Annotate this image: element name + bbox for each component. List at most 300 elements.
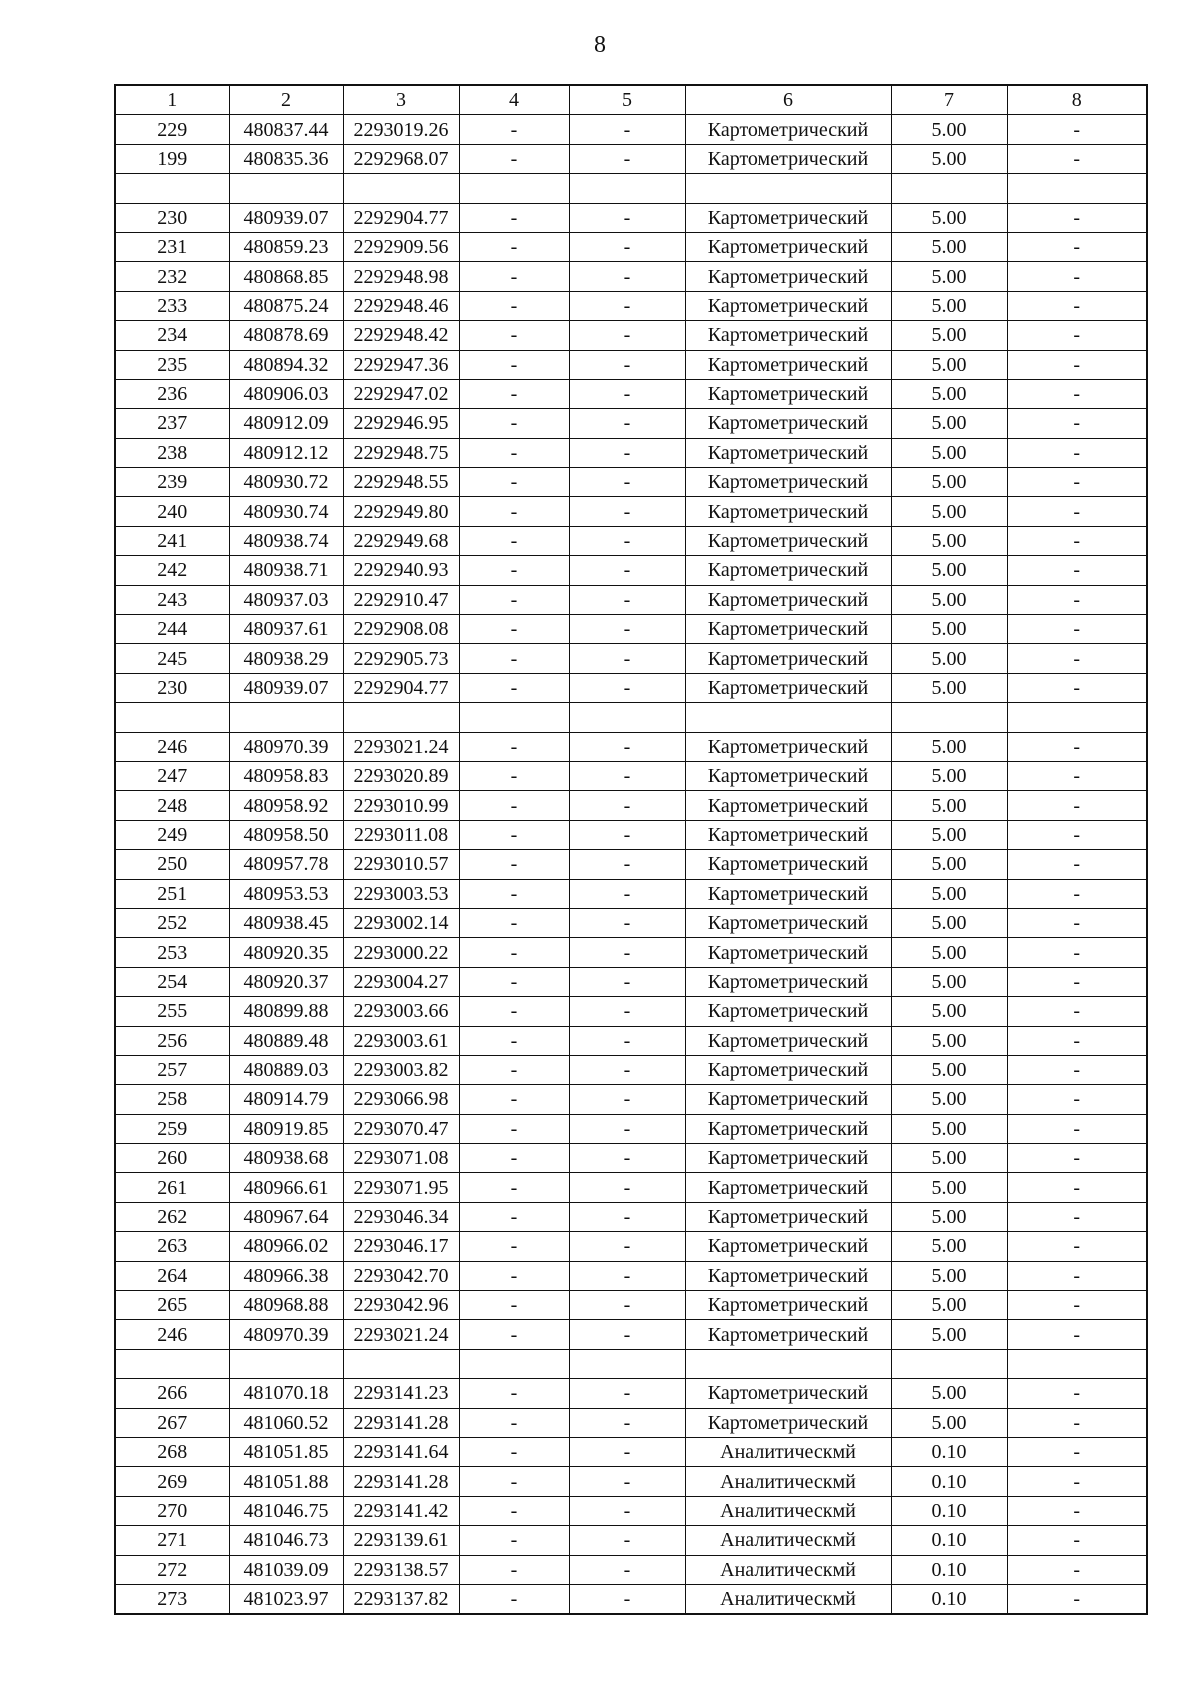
table-cell-col-7: [891, 1349, 1007, 1378]
table-cell-col-2: 480919.85: [229, 1114, 343, 1143]
table-cell-col-7: 5.00: [891, 144, 1007, 173]
table-cell-col-6: Картометрический: [685, 644, 891, 673]
table-cell-col-7: 5.00: [891, 291, 1007, 320]
table-cell-col-6: Аналитическмй: [685, 1526, 891, 1555]
table-cell-col-2: 481070.18: [229, 1379, 343, 1408]
table-cell-col-7: 0.10: [891, 1496, 1007, 1525]
table-cell-col-3: 2293003.66: [343, 997, 459, 1026]
table-cell-col-1: 271: [115, 1526, 229, 1555]
table-cell-col-6: Картометрический: [685, 1408, 891, 1437]
table-cell-col-7: 5.00: [891, 409, 1007, 438]
table-cell-col-3: 2292947.02: [343, 379, 459, 408]
table-cell-col-5: -: [569, 1144, 685, 1173]
table-row: [115, 203, 1147, 232]
table-cell-col-8: -: [1007, 1232, 1147, 1261]
table-cell-col-4: -: [459, 1408, 569, 1437]
table-cell-col-2: 480967.64: [229, 1202, 343, 1231]
table-cell-col-5: -: [569, 232, 685, 261]
table-cell-col-1: 231: [115, 232, 229, 261]
table-cell-col-3: 2292949.68: [343, 526, 459, 555]
table-row: [115, 438, 1147, 467]
table-cell-col-1: 238: [115, 438, 229, 467]
table-cell-col-1: 261: [115, 1173, 229, 1202]
table-cell-col-2: 481046.73: [229, 1526, 343, 1555]
table-row: [115, 761, 1147, 790]
table-row: [115, 850, 1147, 879]
table-cell-col-7: 5.00: [891, 115, 1007, 144]
table-cell-col-1: 244: [115, 615, 229, 644]
table-cell-col-2: 480889.48: [229, 1026, 343, 1055]
table-cell-col-2: 480966.38: [229, 1261, 343, 1290]
table-cell-col-6: Картометрический: [685, 232, 891, 261]
table-cell-col-5: -: [569, 1202, 685, 1231]
table-cell-col-5: -: [569, 497, 685, 526]
table-cell-col-2: 480957.78: [229, 850, 343, 879]
table-cell-col-1: 265: [115, 1291, 229, 1320]
table-cell-col-2: 480937.03: [229, 585, 343, 614]
table-cell-col-3: 2293070.47: [343, 1114, 459, 1143]
table-cell-col-6: Картометрический: [685, 585, 891, 614]
table-cell-col-5: -: [569, 1496, 685, 1525]
table-cell-col-1: 262: [115, 1202, 229, 1231]
table-row: [115, 1437, 1147, 1466]
table-cell-col-7: 5.00: [891, 820, 1007, 849]
table-cell-col-4: -: [459, 1496, 569, 1525]
table-row: [115, 585, 1147, 614]
table-cell-col-2: [229, 1349, 343, 1378]
table-cell-col-3: 2292948.55: [343, 468, 459, 497]
table-cell-col-5: -: [569, 879, 685, 908]
table-cell-col-3: 2292968.07: [343, 144, 459, 173]
table-cell-col-4: -: [459, 232, 569, 261]
table-cell-col-4: -: [459, 1085, 569, 1114]
table-row: [115, 908, 1147, 937]
table-row: [115, 1408, 1147, 1437]
table-cell-col-7: 5.00: [891, 379, 1007, 408]
table-cell-col-4: -: [459, 850, 569, 879]
table-cell-col-2: 480859.23: [229, 232, 343, 261]
table-cell-col-7: 5.00: [891, 1320, 1007, 1349]
table-cell-col-8: -: [1007, 556, 1147, 585]
table-cell-col-6: [685, 174, 891, 203]
table-cell-col-2: 480912.09: [229, 409, 343, 438]
table-cell-col-6: Аналитическмй: [685, 1467, 891, 1496]
table-cell-col-8: -: [1007, 1526, 1147, 1555]
table-cell-col-6: Картометрический: [685, 350, 891, 379]
table-cell-col-1: 251: [115, 879, 229, 908]
table-cell-col-8: -: [1007, 997, 1147, 1026]
table-cell-col-6: Картометрический: [685, 497, 891, 526]
table-cell-col-8: [1007, 1349, 1147, 1378]
table-cell-col-5: -: [569, 1379, 685, 1408]
table-cell-col-8: -: [1007, 585, 1147, 614]
table-cell-col-3: 2293021.24: [343, 1320, 459, 1349]
table-cell-col-5: -: [569, 1320, 685, 1349]
table-cell-col-1: 260: [115, 1144, 229, 1173]
table-cell-col-6: Картометрический: [685, 938, 891, 967]
table-cell-col-5: -: [569, 1467, 685, 1496]
table-row: [115, 791, 1147, 820]
table-cell-col-6: Картометрический: [685, 673, 891, 702]
table-cell-col-6: Картометрический: [685, 438, 891, 467]
table-cell-col-1: 268: [115, 1437, 229, 1466]
table-cell-col-2: 480953.53: [229, 879, 343, 908]
table-cell-col-3: 2292948.46: [343, 291, 459, 320]
table-row: [115, 1261, 1147, 1290]
table-cell-col-5: -: [569, 1026, 685, 1055]
table-cell-col-1: 242: [115, 556, 229, 585]
table-cell-col-3: 2292905.73: [343, 644, 459, 673]
table-cell-col-4: -: [459, 908, 569, 937]
table-cell-col-5: -: [569, 556, 685, 585]
table-cell-col-3: 2293137.82: [343, 1584, 459, 1614]
table-cell-col-4: -: [459, 291, 569, 320]
table-cell-col-3: 2293141.64: [343, 1437, 459, 1466]
table-cell-col-6: Картометрический: [685, 615, 891, 644]
table-cell-col-4: -: [459, 997, 569, 1026]
table-cell-col-3: 2292948.42: [343, 321, 459, 350]
table-cell-col-8: -: [1007, 938, 1147, 967]
table-cell-col-7: 5.00: [891, 908, 1007, 937]
table-cell-col-2: 480875.24: [229, 291, 343, 320]
table-cell-col-5: -: [569, 850, 685, 879]
table-cell-col-7: 5.00: [891, 203, 1007, 232]
table-cell-col-4: -: [459, 1467, 569, 1496]
table-row: [115, 1526, 1147, 1555]
table-cell-col-5: [569, 1349, 685, 1378]
table-cell-col-3: 2293141.42: [343, 1496, 459, 1525]
table-cell-col-2: 480920.35: [229, 938, 343, 967]
table-cell-col-2: 480938.68: [229, 1144, 343, 1173]
table-cell-col-2: 481051.88: [229, 1467, 343, 1496]
table-cell-col-2: 480894.32: [229, 350, 343, 379]
table-cell-col-1: 229: [115, 115, 229, 144]
table-cell-col-2: 480938.45: [229, 908, 343, 937]
table-cell-col-8: -: [1007, 820, 1147, 849]
table-cell-col-3: 2292946.95: [343, 409, 459, 438]
table-cell-col-2: 480868.85: [229, 262, 343, 291]
table-cell-col-8: -: [1007, 791, 1147, 820]
column-header-1: 1: [115, 85, 229, 115]
table-cell-col-8: -: [1007, 1408, 1147, 1437]
table-cell-col-2: 480939.07: [229, 203, 343, 232]
table-cell-col-6: Картометрический: [685, 409, 891, 438]
table-cell-col-6: Картометрический: [685, 908, 891, 937]
table-cell-col-2: 481051.85: [229, 1437, 343, 1466]
table-cell-col-7: 5.00: [891, 761, 1007, 790]
table-separator-row: [115, 703, 1147, 732]
table-cell-col-7: 5.00: [891, 967, 1007, 996]
table-row: [115, 144, 1147, 173]
table-cell-col-7: 5.00: [891, 585, 1007, 614]
table-cell-col-5: -: [569, 321, 685, 350]
table-row: [115, 820, 1147, 849]
table-cell-col-7: 0.10: [891, 1437, 1007, 1466]
table-cell-col-7: [891, 703, 1007, 732]
table-cell-col-7: 5.00: [891, 1202, 1007, 1231]
table-cell-col-5: -: [569, 1173, 685, 1202]
table-cell-col-7: 5.00: [891, 791, 1007, 820]
table-cell-col-7: 0.10: [891, 1526, 1007, 1555]
table-cell-col-4: -: [459, 1055, 569, 1084]
table-cell-col-1: 246: [115, 732, 229, 761]
table-cell-col-5: -: [569, 585, 685, 614]
table-cell-col-3: 2293141.28: [343, 1408, 459, 1437]
table-cell-col-3: 2293141.28: [343, 1467, 459, 1496]
table-cell-col-4: -: [459, 1232, 569, 1261]
table-cell-col-3: 2293071.08: [343, 1144, 459, 1173]
table-cell-col-6: Картометрический: [685, 1173, 891, 1202]
table-cell-col-3: 2292904.77: [343, 673, 459, 702]
table-cell-col-2: 480889.03: [229, 1055, 343, 1084]
table-cell-col-3: 2293011.08: [343, 820, 459, 849]
table-cell-col-5: -: [569, 1232, 685, 1261]
table-cell-col-6: Картометрический: [685, 115, 891, 144]
table-row: [115, 1232, 1147, 1261]
table-cell-col-4: -: [459, 644, 569, 673]
table-cell-col-1: 254: [115, 967, 229, 996]
table-cell-col-7: 5.00: [891, 321, 1007, 350]
table-cell-col-8: -: [1007, 1437, 1147, 1466]
table-cell-col-8: -: [1007, 232, 1147, 261]
column-header-8: 8: [1007, 85, 1147, 115]
table-cell-col-5: -: [569, 203, 685, 232]
table-cell-col-7: 5.00: [891, 556, 1007, 585]
table-cell-col-6: Картометрический: [685, 761, 891, 790]
table-cell-col-7: 0.10: [891, 1555, 1007, 1584]
table-cell-col-4: -: [459, 1526, 569, 1555]
table-cell-col-8: -: [1007, 379, 1147, 408]
table-cell-col-5: -: [569, 409, 685, 438]
table-cell-col-1: 234: [115, 321, 229, 350]
table-cell-col-4: -: [459, 350, 569, 379]
table-cell-col-4: -: [459, 1379, 569, 1408]
table-row: [115, 1202, 1147, 1231]
table-cell-col-7: 0.10: [891, 1467, 1007, 1496]
table-cell-col-2: [229, 174, 343, 203]
table-cell-col-8: -: [1007, 438, 1147, 467]
table-cell-col-4: -: [459, 1261, 569, 1290]
table-cell-col-4: -: [459, 556, 569, 585]
table-cell-col-3: 2292947.36: [343, 350, 459, 379]
column-header-5: 5: [569, 85, 685, 115]
table-cell-col-1: 264: [115, 1261, 229, 1290]
table-cell-col-3: 2293138.57: [343, 1555, 459, 1584]
table-cell-col-6: Картометрический: [685, 997, 891, 1026]
table-cell-col-4: -: [459, 1437, 569, 1466]
table-cell-col-4: -: [459, 615, 569, 644]
table-cell-col-1: [115, 703, 229, 732]
table-cell-col-3: 2293042.70: [343, 1261, 459, 1290]
table-cell-col-1: 199: [115, 144, 229, 173]
table-cell-col-1: 250: [115, 850, 229, 879]
table-cell-col-7: 5.00: [891, 1173, 1007, 1202]
table-cell-col-7: 5.00: [891, 1085, 1007, 1114]
table-cell-col-8: [1007, 174, 1147, 203]
table-row: [115, 1555, 1147, 1584]
table-cell-col-6: Картометрический: [685, 1320, 891, 1349]
table-cell-col-7: 5.00: [891, 1055, 1007, 1084]
table-cell-col-5: [569, 174, 685, 203]
table-cell-col-4: -: [459, 1026, 569, 1055]
table-cell-col-5: [569, 703, 685, 732]
table-cell-col-8: -: [1007, 321, 1147, 350]
table-cell-col-4: -: [459, 438, 569, 467]
table-cell-col-3: 2293020.89: [343, 761, 459, 790]
table-cell-col-6: Картометрический: [685, 1144, 891, 1173]
table-cell-col-7: 5.00: [891, 879, 1007, 908]
table-cell-col-8: -: [1007, 409, 1147, 438]
table-cell-col-5: -: [569, 1291, 685, 1320]
table-cell-col-6: Картометрический: [685, 879, 891, 908]
table-cell-col-2: 481039.09: [229, 1555, 343, 1584]
table-cell-col-3: 2292948.75: [343, 438, 459, 467]
table-cell-col-6: Картометрический: [685, 379, 891, 408]
table-cell-col-5: -: [569, 1261, 685, 1290]
table-cell-col-1: 259: [115, 1114, 229, 1143]
table-cell-col-1: 239: [115, 468, 229, 497]
table-cell-col-5: -: [569, 908, 685, 937]
table-cell-col-3: 2293003.82: [343, 1055, 459, 1084]
table-cell-col-3: 2293010.57: [343, 850, 459, 879]
table-row: [115, 615, 1147, 644]
table-cell-col-5: -: [569, 644, 685, 673]
table-cell-col-4: -: [459, 262, 569, 291]
table-cell-col-7: 5.00: [891, 497, 1007, 526]
table-row: [115, 1467, 1147, 1496]
table-cell-col-1: 249: [115, 820, 229, 849]
table-cell-col-1: 273: [115, 1584, 229, 1614]
table-cell-col-4: -: [459, 115, 569, 144]
table-cell-col-5: -: [569, 673, 685, 702]
table-cell-col-5: -: [569, 1085, 685, 1114]
table-row: [115, 1584, 1147, 1614]
table-cell-col-8: -: [1007, 1144, 1147, 1173]
table-cell-col-8: -: [1007, 1114, 1147, 1143]
table-cell-col-4: -: [459, 938, 569, 967]
table-cell-col-4: -: [459, 203, 569, 232]
table-cell-col-7: 5.00: [891, 1232, 1007, 1261]
table-cell-col-6: Аналитическмй: [685, 1584, 891, 1614]
table-cell-col-1: 258: [115, 1085, 229, 1114]
table-cell-col-8: -: [1007, 262, 1147, 291]
table-cell-col-4: -: [459, 1555, 569, 1584]
table-cell-col-4: -: [459, 526, 569, 555]
table-row: [115, 468, 1147, 497]
table-cell-col-5: -: [569, 761, 685, 790]
table-cell-col-3: 2292948.98: [343, 262, 459, 291]
table-cell-col-4: [459, 174, 569, 203]
table-cell-col-2: 480937.61: [229, 615, 343, 644]
table-cell-col-7: 5.00: [891, 438, 1007, 467]
table-cell-col-5: -: [569, 144, 685, 173]
table-cell-col-8: -: [1007, 1467, 1147, 1496]
table-cell-col-6: Картометрический: [685, 1232, 891, 1261]
table-cell-col-1: 235: [115, 350, 229, 379]
table-cell-col-8: -: [1007, 1026, 1147, 1055]
table-cell-col-8: -: [1007, 615, 1147, 644]
table-row: [115, 732, 1147, 761]
table-cell-col-5: -: [569, 1526, 685, 1555]
table-row: [115, 1379, 1147, 1408]
table-cell-col-1: 257: [115, 1055, 229, 1084]
table-cell-col-5: -: [569, 350, 685, 379]
table-cell-col-3: 2293139.61: [343, 1526, 459, 1555]
table-row: [115, 1496, 1147, 1525]
table-cell-col-7: 5.00: [891, 1379, 1007, 1408]
table-cell-col-1: 263: [115, 1232, 229, 1261]
table-cell-col-6: Аналитическмй: [685, 1496, 891, 1525]
table-cell-col-5: -: [569, 1408, 685, 1437]
table-cell-col-8: [1007, 703, 1147, 732]
table-cell-col-3: 2293000.22: [343, 938, 459, 967]
table-cell-col-2: 480906.03: [229, 379, 343, 408]
table-cell-col-6: Картометрический: [685, 820, 891, 849]
table-row: [115, 1114, 1147, 1143]
table-cell-col-8: -: [1007, 1291, 1147, 1320]
table-row: [115, 526, 1147, 555]
table-cell-col-4: -: [459, 497, 569, 526]
table-cell-col-2: 480899.88: [229, 997, 343, 1026]
column-header-6: 6: [685, 85, 891, 115]
table-cell-col-6: Картометрический: [685, 791, 891, 820]
table-cell-col-3: 2293141.23: [343, 1379, 459, 1408]
table-cell-col-2: 481060.52: [229, 1408, 343, 1437]
column-header-3: 3: [343, 85, 459, 115]
table-row: [115, 1291, 1147, 1320]
table-cell-col-5: -: [569, 291, 685, 320]
table-cell-col-1: 241: [115, 526, 229, 555]
table-cell-col-8: -: [1007, 1173, 1147, 1202]
table-cell-col-1: 266: [115, 1379, 229, 1408]
table-cell-col-5: -: [569, 438, 685, 467]
table-cell-col-7: 5.00: [891, 1408, 1007, 1437]
table-cell-col-8: -: [1007, 115, 1147, 144]
table-cell-col-8: -: [1007, 1261, 1147, 1290]
table-row: [115, 232, 1147, 261]
table-cell-col-8: -: [1007, 291, 1147, 320]
table-cell-col-5: -: [569, 379, 685, 408]
table-cell-col-6: Картометрический: [685, 732, 891, 761]
table-cell-col-1: [115, 1349, 229, 1378]
table-cell-col-5: -: [569, 468, 685, 497]
column-header-7: 7: [891, 85, 1007, 115]
table-cell-col-2: 480930.74: [229, 497, 343, 526]
table-cell-col-7: 5.00: [891, 232, 1007, 261]
table-cell-col-3: 2293019.26: [343, 115, 459, 144]
table-cell-col-8: -: [1007, 1202, 1147, 1231]
table-row: [115, 644, 1147, 673]
table-separator-row: [115, 1349, 1147, 1378]
table-cell-col-3: 2293046.34: [343, 1202, 459, 1231]
table-cell-col-4: -: [459, 321, 569, 350]
table-cell-col-8: -: [1007, 1085, 1147, 1114]
table-cell-col-7: 5.00: [891, 350, 1007, 379]
table-cell-col-3: 2293002.14: [343, 908, 459, 937]
table-row: [115, 673, 1147, 702]
table-cell-col-6: [685, 1349, 891, 1378]
table-cell-col-4: [459, 1349, 569, 1378]
table-cell-col-8: -: [1007, 203, 1147, 232]
table-cell-col-6: Картометрический: [685, 291, 891, 320]
table-cell-col-6: Аналитическмй: [685, 1555, 891, 1584]
table-cell-col-3: 2292908.08: [343, 615, 459, 644]
table-cell-col-2: 480966.02: [229, 1232, 343, 1261]
table-cell-col-5: -: [569, 967, 685, 996]
table-cell-col-4: -: [459, 673, 569, 702]
table-cell-col-4: -: [459, 967, 569, 996]
table-cell-col-8: -: [1007, 732, 1147, 761]
